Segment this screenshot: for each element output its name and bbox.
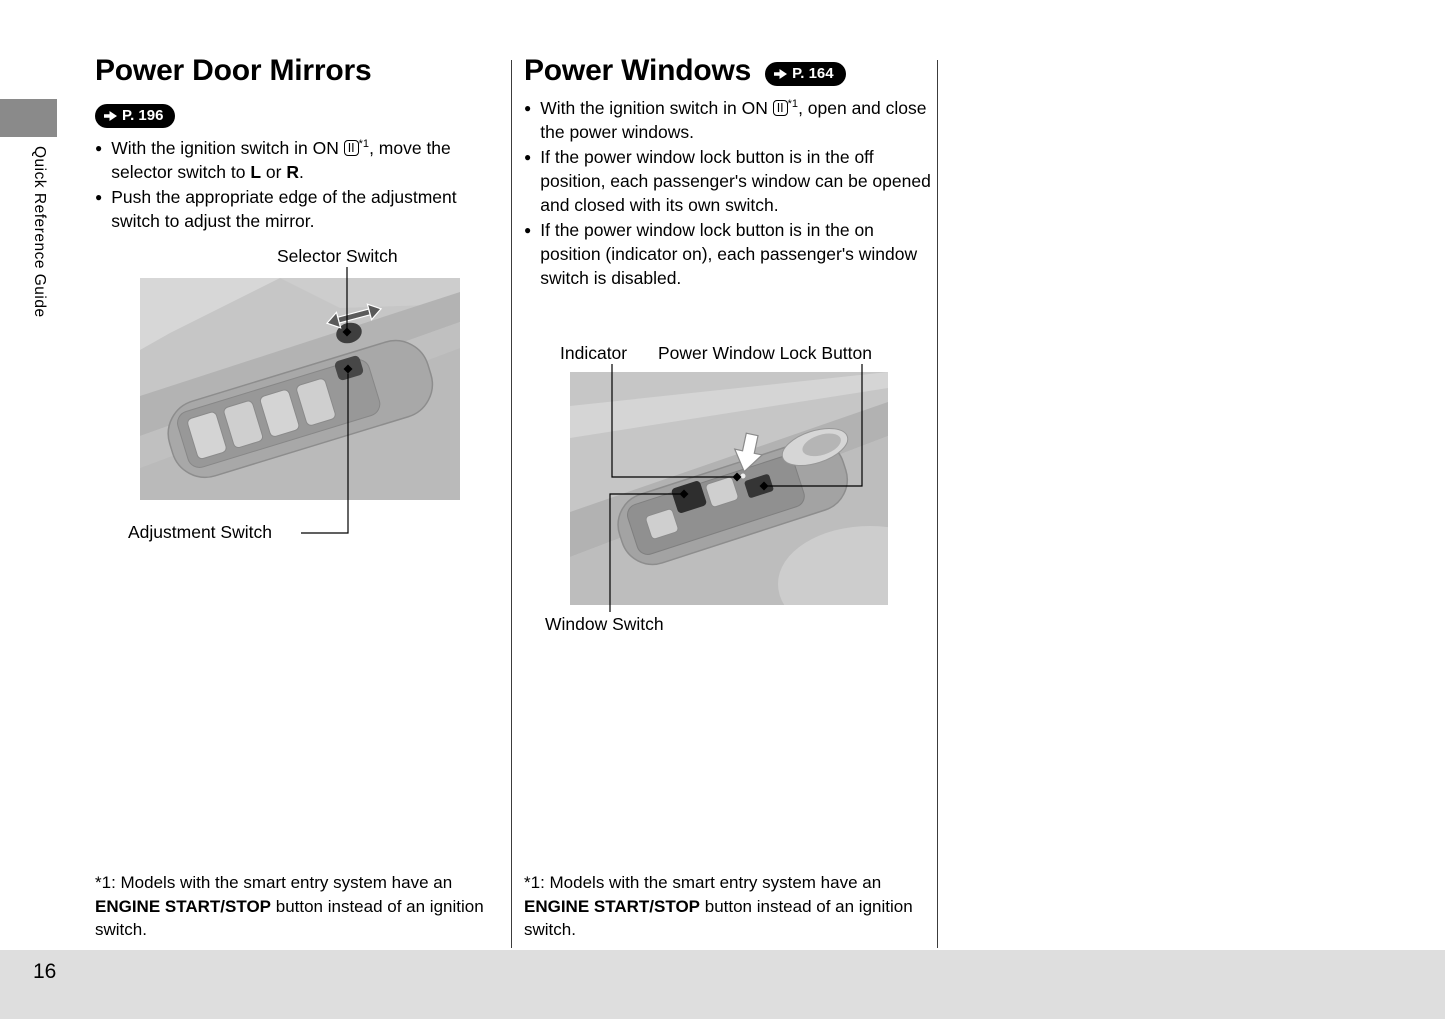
bullet-icon: ● bbox=[524, 101, 532, 115]
right-bullet-list bbox=[524, 96, 932, 290]
bullet-icon: ● bbox=[524, 223, 532, 237]
sidebar-vertical-label: Quick Reference Guide bbox=[31, 146, 48, 318]
selector-switch-label: Selector Switch bbox=[277, 246, 398, 266]
window-switch-label: Window Switch bbox=[545, 614, 664, 634]
ignition-position-keycap: II bbox=[344, 140, 359, 156]
footer-bar bbox=[0, 950, 1445, 1019]
lock-indicator-light bbox=[741, 474, 746, 479]
door-panel-illustration bbox=[570, 372, 888, 605]
list-item bbox=[524, 96, 932, 144]
adjustment-switch-label: Adjustment Switch bbox=[128, 522, 272, 542]
bullet-text: Push the appropriate edge of the adjustment switch to adjust the mirror. bbox=[111, 187, 457, 231]
bullet-icon: ● bbox=[95, 190, 103, 204]
door-mirror-figure bbox=[95, 243, 505, 553]
left-bullet-list bbox=[95, 136, 497, 233]
list-item bbox=[524, 145, 932, 217]
left-footnote: *1: Models with the smart entry system have an ENGINE START/STOP button instead of an ignition switch. bbox=[95, 873, 484, 939]
bullet-text: With the ignition switch in ON II $^{*1}$, open and close the power windows. bbox=[540, 98, 927, 142]
list-item bbox=[524, 218, 932, 290]
list-item bbox=[95, 185, 497, 233]
ignition-position-keycap: II bbox=[773, 100, 788, 116]
bullet-icon: ● bbox=[524, 150, 532, 164]
page-ref-arrow-icon bbox=[104, 111, 117, 121]
right-page-ref-badge[interactable] bbox=[765, 62, 845, 86]
left-page-ref-badge[interactable] bbox=[95, 104, 175, 128]
power-window-lock-button-label: Power Window Lock Button bbox=[658, 343, 872, 363]
right-footnote: *1: Models with the smart entry system have an ENGINE START/STOP button instead of an ignition switch. bbox=[524, 873, 913, 939]
door-panel-illustration bbox=[140, 278, 460, 500]
power-window-figure bbox=[525, 340, 937, 640]
bullet-text: With the ignition switch in ON II $^{*1}$, move the selector switch to L or R. bbox=[111, 138, 451, 182]
indicator-label: Indicator bbox=[560, 343, 628, 363]
bullet-text: If the power window lock button is in the on position (indicator on), each passenger's window switch is disabled. bbox=[540, 220, 918, 288]
section-tab bbox=[0, 99, 57, 137]
column-divider bbox=[511, 60, 512, 948]
right-section-title: Power Windows bbox=[524, 54, 752, 87]
page-ref-label: P. 164 bbox=[792, 65, 834, 82]
right-edge-divider bbox=[937, 60, 938, 948]
page-ref-label: P. 196 bbox=[122, 107, 164, 124]
bullet-icon: ● bbox=[95, 141, 103, 155]
bullet-text: If the power window lock button is in the off position, each passenger's window can be opened and closed with its own switch. bbox=[540, 147, 931, 215]
page-number: 16 bbox=[33, 960, 57, 983]
left-section-title: Power Door Mirrors bbox=[95, 54, 372, 87]
page-ref-arrow-icon bbox=[774, 69, 787, 79]
list-item bbox=[95, 136, 497, 184]
